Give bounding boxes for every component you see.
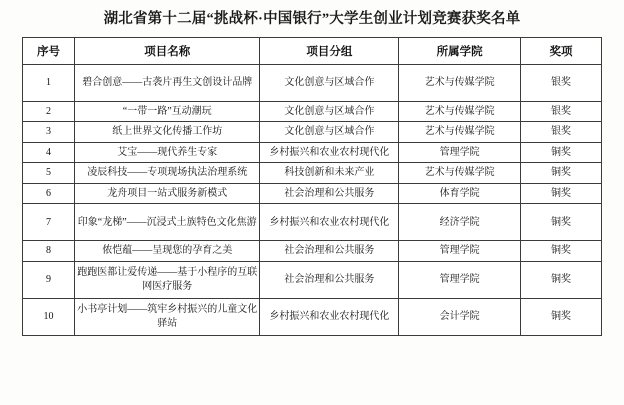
cell-college: 会计学院: [399, 298, 521, 335]
cell-project-name: 碧合创意——古袭片再生文创设计品牌: [75, 64, 260, 101]
cell-project-name: 侬恺蕴——呈现您的孕育之美: [75, 241, 260, 262]
cell-project-name: 跑跑医都让爱传递——基于小程序的互联网医疗服务: [75, 261, 260, 298]
cell-project-group: 文化创意与区域合作: [260, 64, 399, 101]
cell-college: 体育学院: [399, 183, 521, 204]
cell-project-group: 乡村振兴和农业农村现代化: [260, 142, 399, 163]
cell-project-group: 乡村振兴和农业农村现代化: [260, 298, 399, 335]
table-row: [23, 101, 602, 122]
cell-project-name: 小书亭计划——筑牢乡村振兴的儿童文化驿站: [75, 298, 260, 335]
cell-project-name: 艾宝——现代养生专家: [75, 142, 260, 163]
cell-no: 7: [23, 204, 75, 241]
cell-project-name: 龙舟项目一站式服务新模式: [75, 183, 260, 204]
cell-project-group: 文化创意与区域合作: [260, 101, 399, 122]
table-header-row: [23, 37, 602, 64]
cell-project-group: 科技创新和未来产业: [260, 163, 399, 184]
table-row: [23, 122, 602, 143]
table-row: [23, 298, 602, 335]
cell-award: 铜奖: [520, 142, 601, 163]
cell-project-name: “一带一路”互动潮玩: [75, 101, 260, 122]
column-header-project-group: 项目分组: [260, 37, 399, 64]
cell-award: 铜奖: [520, 183, 601, 204]
cell-no: 1: [23, 64, 75, 101]
table-row: [23, 142, 602, 163]
column-header-college: 所属学院: [399, 37, 521, 64]
table-row: [23, 261, 602, 298]
cell-no: 9: [23, 261, 75, 298]
cell-college: 艺术与传媒学院: [399, 122, 521, 143]
cell-college: 艺术与传媒学院: [399, 64, 521, 101]
cell-no: 3: [23, 122, 75, 143]
cell-project-group: 乡村振兴和农业农村现代化: [260, 204, 399, 241]
cell-college: 艺术与传媒学院: [399, 163, 521, 184]
cell-no: 6: [23, 183, 75, 204]
table-row: [23, 241, 602, 262]
table-row: [23, 183, 602, 204]
award-table: [22, 37, 602, 336]
cell-college: 经济学院: [399, 204, 521, 241]
cell-award: 银奖: [520, 101, 601, 122]
cell-award: 铜奖: [520, 261, 601, 298]
cell-award: 铜奖: [520, 163, 601, 184]
column-header-no: 序号: [23, 37, 75, 64]
cell-project-group: 文化创意与区域合作: [260, 122, 399, 143]
cell-project-name: 凌辰科技——专项现场执法治理系统: [75, 163, 260, 184]
cell-award: 铜奖: [520, 298, 601, 335]
column-header-project-name: 项目名称: [75, 37, 260, 64]
award-table-container: [0, 37, 624, 336]
cell-no: 4: [23, 142, 75, 163]
cell-college: 管理学院: [399, 142, 521, 163]
cell-award: 铜奖: [520, 241, 601, 262]
cell-no: 2: [23, 101, 75, 122]
cell-project-group: 社会治理和公共服务: [260, 183, 399, 204]
cell-project-group: 社会治理和公共服务: [260, 261, 399, 298]
cell-no: 10: [23, 298, 75, 335]
table-row: [23, 163, 602, 184]
table-header: [23, 37, 602, 64]
table-row: [23, 64, 602, 101]
cell-project-group: 社会治理和公共服务: [260, 241, 399, 262]
cell-no: 5: [23, 163, 75, 184]
cell-no: 8: [23, 241, 75, 262]
cell-award: 银奖: [520, 64, 601, 101]
table-body: [23, 64, 602, 335]
column-header-award: 奖项: [520, 37, 601, 64]
cell-college: 管理学院: [399, 241, 521, 262]
cell-project-name: 印象“龙梯”——沉浸式土族特色文化焦游: [75, 204, 260, 241]
cell-award: 银奖: [520, 122, 601, 143]
cell-college: 艺术与传媒学院: [399, 101, 521, 122]
cell-project-name: 纸上世界文化传播工作坊: [75, 122, 260, 143]
cell-award: 铜奖: [520, 204, 601, 241]
table-row: [23, 204, 602, 241]
page-title: 湖北省第十二届“挑战杯·中国银行”大学生创业计划竞赛获奖名单: [103, 11, 521, 27]
cell-college: 管理学院: [399, 261, 521, 298]
